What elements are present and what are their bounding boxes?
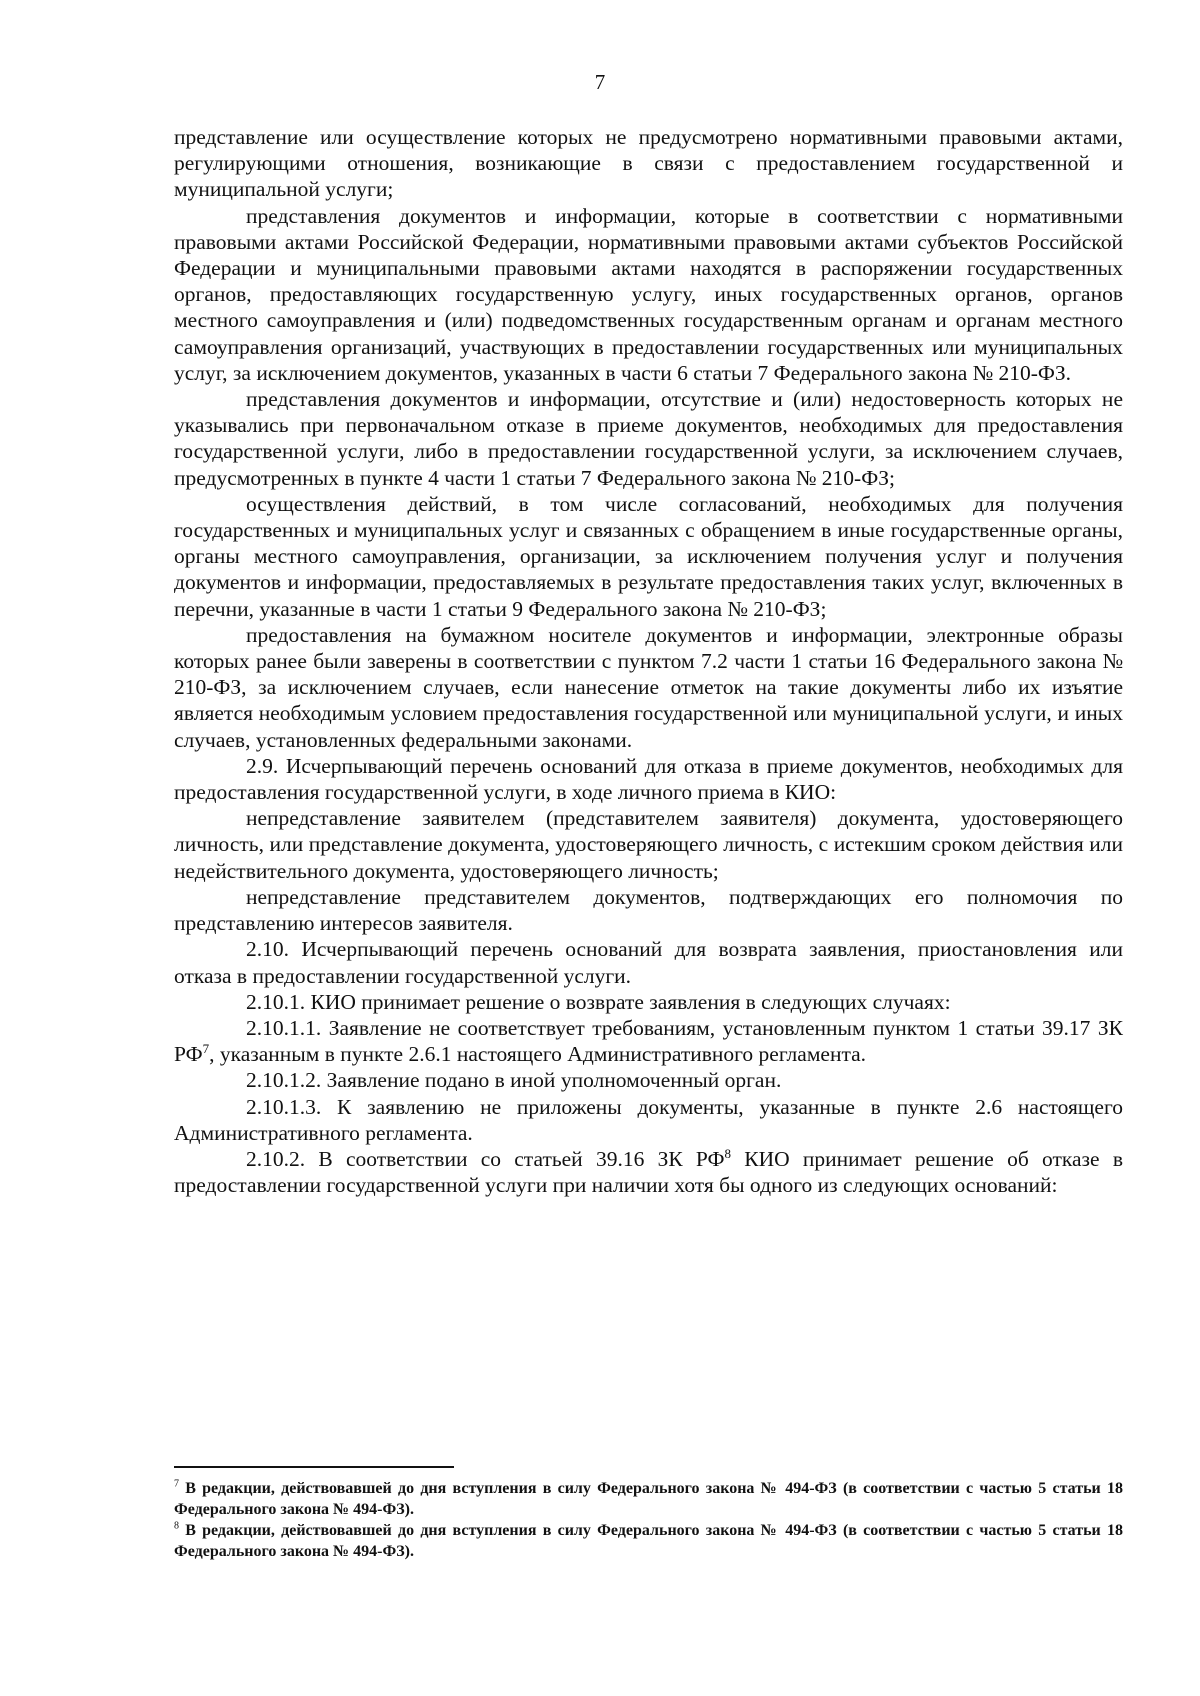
footnote-7 — [174, 1478, 1123, 1520]
footnote-8 — [174, 1520, 1123, 1562]
paragraph: непредставление представителем документов, подтверждающих его полномочия по представлению интересов заявителя. — [174, 884, 1123, 936]
footnote-mark: 8 — [174, 1520, 179, 1532]
paragraph: представления документов и информации, которые в соответствии с нормативными правовыми актами Российской Федерации, нормативными правовыми актами субъектов Российской Федерации и муниципальными правовыми актами находятся в распоряжении государственных органов, предоставляющих государственную услугу, иных государственных органов, органов местного самоуправления и (или) подведомственных государственным органам и органам местного самоуправления организаций, участвующих в предоставлении государственных или муниципальных услуг, за исключением документов, указанных в части 6 статьи 7 Федерального закона № 210-ФЗ. — [174, 203, 1123, 385]
paragraph-2-10-1-3: 2.10.1.3. К заявлению не приложены документы, указанные в пункте 2.6 настоящего Административного регламента. — [174, 1094, 1123, 1145]
footnote-ref-7[interactable]: 7 — [202, 1040, 210, 1056]
footnote-text: В редакции, действовавшей до дня вступления в силу Федерального закона № 494-ФЗ (в соответствии с частью 5 статьи 18 Федерального закона № 494-ФЗ). — [174, 1522, 1123, 1560]
footnotes — [174, 1478, 1123, 1562]
paragraph: представление или осуществление которых не предусмотрено нормативными правовыми актами, регулирующими отношения, возникающие в связи с предоставлением государственной и муниципальной услуги; — [174, 125, 1123, 202]
document-body — [174, 124, 1123, 1198]
paragraph: представления документов и информации, отсутствие и (или) недостоверность которых не указывались при первоначальном отказе в приеме документов, необходимых для предоставления государственной услуги, либо в предоставлении государственной услуги, за исключением случаев, предусмотренных в пункте 4 части 1 статьи 7 Федерального закона № 210-ФЗ; — [174, 387, 1123, 490]
paragraph-2-10-1-1 — [174, 1015, 1123, 1067]
paragraph-2-9: 2.9. Исчерпывающий перечень оснований для отказа в приеме документов, необходимых для предоставления государственной услуги, в ходе личного приема в КИО: — [174, 753, 1123, 805]
paragraph-2-10-1: 2.10.1. КИО принимает решение о возврате заявления в следующих случаях: — [246, 989, 951, 1014]
paragraph-2-10-1-2: 2.10.1.2. Заявление подано в иной уполномоченный орган. — [246, 1068, 782, 1093]
page-number: 7 — [594, 70, 606, 94]
paragraph-2-10: 2.10. Исчерпывающий перечень оснований для возврата заявления, приостановления или отказа в предоставлении государственной услуги. — [174, 937, 1123, 988]
footnote-separator — [174, 1466, 454, 1468]
paragraph-2-10-2 — [174, 1146, 1123, 1198]
paragraph: непредставление заявителем (представителем заявителя) документа, удостоверяющего личность, или представление документа, удостоверяющего личность, с истекшим сроком действия или недействительного документа, удостоверяющего личность; — [174, 806, 1123, 883]
paragraph-text: , указанным в пункте 2.6.1 настоящего Административного регламента. — [209, 1042, 867, 1067]
paragraph-text: 2.10.2. В соответствии со статьей 39.16 ЗК РФ — [246, 1146, 725, 1171]
footnote-text: В редакции, действовавшей до дня вступления в силу Федерального закона № 494-ФЗ (в соответствии с частью 5 статьи 18 Федерального закона № 494-ФЗ). — [174, 1480, 1123, 1518]
paragraph-text: КИО принимает решение об отказе в предоставлении государственной услуги при наличии хотя бы одного из следующих оснований: — [174, 1146, 1123, 1198]
footnote-ref-8[interactable]: 8 — [724, 1145, 732, 1161]
paragraph-text: 2.10.1.1. Заявление не соответствует требованиям, установленным пунктом 1 статьи 39.17 ЗК РФ — [174, 1015, 1123, 1067]
paragraph: осуществления действий, в том числе согласований, необходимых для получения государственных и муниципальных услуг и связанных с обращением в иные государственные органы, органы местного самоуправления, организации, за исключением получения услуг и получения документов и информации, предоставляемых в результате предоставления таких услуг, включенных в перечни, указанные в части 1 статьи 9 Федерального закона № 210-ФЗ; — [174, 491, 1123, 621]
footnote-mark: 7 — [174, 1478, 179, 1490]
paragraph: предоставления на бумажном носителе документов и информации, электронные образы которых ранее были заверены в соответствии с пунктом 7.2 части 1 статьи 16 Федерального закона № 210-ФЗ, за исключением случаев, если нанесение отметок на такие документы либо их изъятие является необходимым условием предоставления государственной или муниципальной услуги, и иных случаев, установленных федеральными законами. — [174, 622, 1123, 752]
